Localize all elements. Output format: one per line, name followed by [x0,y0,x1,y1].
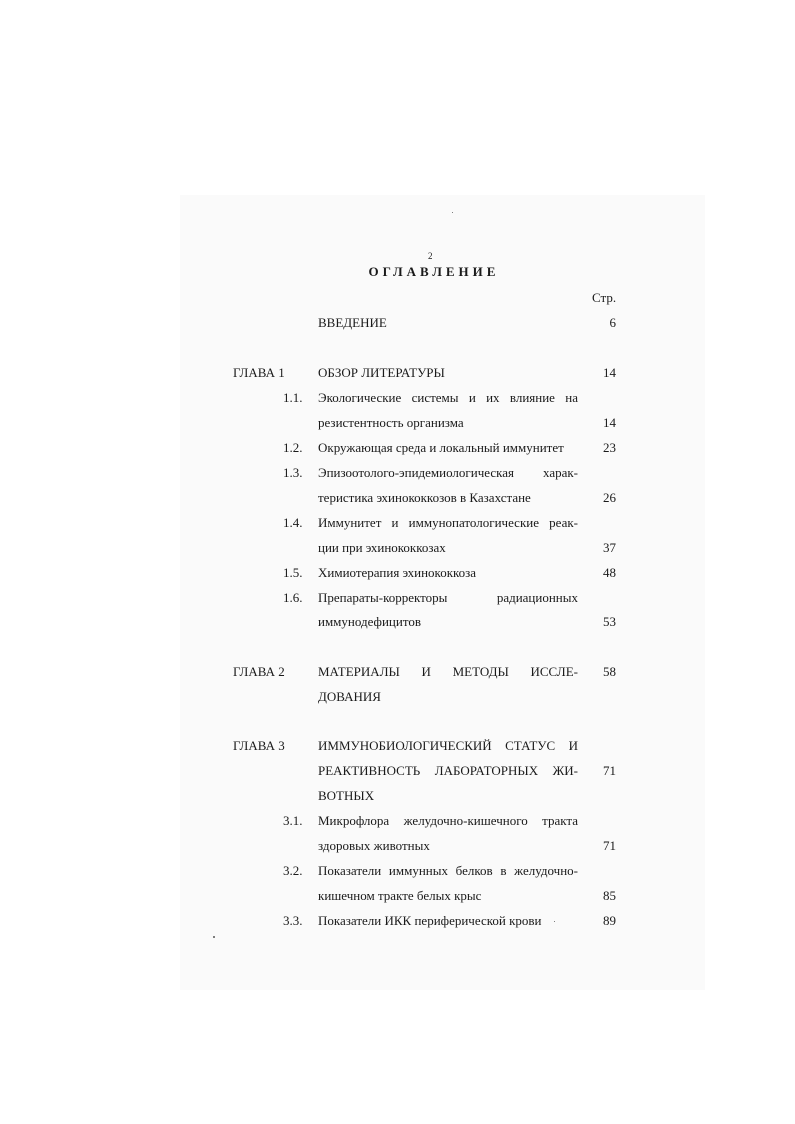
toc-section-3-3-text: Показатели ИКК периферической крови [318,913,542,928]
toc-section-3-2-text-line-2: кишечном тракте белых крыс [318,888,482,903]
toc-section-1-3-text-line-2: теристика эхинококкозов в Казахстане [318,490,531,505]
toc-title: ОГЛАВЛЕНИЕ [368,264,500,279]
toc-section-1-1-page: 14 [603,415,616,430]
toc-chapter-3-text-line-2: РЕАКТИВНОСТЬ ЛАБОРАТОРНЫХ ЖИ- [318,763,578,778]
toc-section-3-1-label: 3.1. [283,813,303,828]
toc-section-3-1-page: 71 [603,838,616,853]
toc-section-1-6-label: 1.6. [283,590,303,605]
toc-section-3-2-text-line-1: Показатели иммунных белков в желудочно- [318,863,578,878]
toc-entry-introduction-text: ВВЕДЕНИЕ [318,315,387,330]
toc-section-1-4-page: 37 [603,540,616,555]
toc-section-1-2-label: 1.2. [283,440,303,455]
toc-chapter-2-label: ГЛАВА 2 [233,664,285,679]
toc-chapter-2-text-line-2: ДОВАНИЯ [318,689,381,704]
toc-section-1-5-page: 48 [603,565,616,580]
toc-chapter-2-page: 58 [603,664,616,679]
toc-section-1-4-text-line-2: ции при эхинококкозах [318,540,446,555]
toc-section-1-5-label: 1.5. [283,565,303,580]
toc-chapter-2-text-line-1: МАТЕРИАЛЫ И МЕТОДЫ ИССЛЕ- [318,664,578,679]
toc-section-1-3-label: 1.3. [283,465,303,480]
toc-section-3-2-label: 3.2. [283,863,303,878]
toc-chapter-1-label: ГЛАВА 1 [233,365,285,380]
toc-section-1-6-page: 53 [603,614,616,629]
toc-section-1-4-text-line-1: Иммунитет и иммунопатологические реак- [318,515,578,530]
toc-section-1-4-label: 1.4. [283,515,303,530]
toc-section-1-2-page: 23 [603,440,616,455]
scan-speck [452,212,453,213]
toc-section-3-3-page: 89 [603,913,616,928]
toc-section-1-5-text: Химиотерапия эхинококкоза [318,565,477,580]
toc-section-3-1-text-line-2: здоровых животных [318,838,430,853]
toc-chapter-1-text: ОБЗОР ЛИТЕРАТУРЫ [318,365,445,380]
toc-section-3-3-label: 3.3. [283,913,303,928]
toc-chapter-1-page: 14 [603,365,616,380]
toc-chapter-3-text-line-1: ИММУНОБИОЛОГИЧЕСКИЙ СТАТУС И [318,738,578,753]
toc-chapter-3-label: ГЛАВА 3 [233,738,285,753]
toc-section-1-3-page: 26 [603,490,616,505]
toc-section-1-3-text-line-1: Эпизоотолого-эпидемиологическая харак- [318,465,578,480]
toc-section-3-1-text-line-1: Микрофлора желудочно-кишечного тракта [318,813,578,828]
scan-speck [554,921,555,922]
toc-section-1-2-text: Окружающая среда и локальный иммунитет [318,440,564,455]
toc-section-1-1-text-line-1: Экологические системы и их влияние на [318,390,578,405]
toc-section-1-6-text-line-2: иммунодефицитов [318,614,421,629]
toc-section-1-6-text-line-1: Препараты-корректоры радиационных [318,590,578,605]
page-number: 2 [428,251,433,261]
page-column-header: Стр. [592,290,617,305]
toc-entry-introduction-page: 6 [609,315,616,330]
toc-section-1-1-label: 1.1. [283,390,303,405]
toc-section-3-2-page: 85 [603,888,616,903]
toc-chapter-3-page: 71 [603,763,616,778]
toc-section-1-1-text-line-2: резистентность организма [318,415,464,430]
toc-chapter-3-text-line-3: ВОТНЫХ [318,788,375,803]
scan-speck [213,936,215,938]
